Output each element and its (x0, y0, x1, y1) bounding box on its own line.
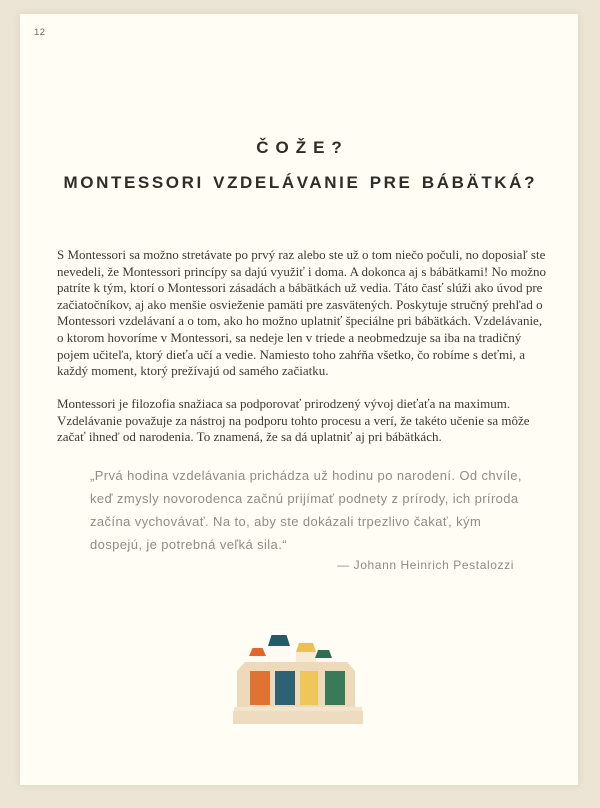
crate-of-bottles-illustration (233, 634, 363, 726)
quote-text: „Prvá hodina vzdelávania prichádza už hodinu po narodení. Od chvíle, keď zmysly novorodenca začnú prijímať podnety z prírody, ich príroda začína vychovávať. Na to, aby ste dokázali trpezlivo čakať, kým dospejú, je potrebná veľká sila.“ (90, 468, 522, 552)
crate-base-lip (234, 707, 362, 711)
chapter-title (20, 138, 578, 193)
body-paragraph-1: S Montessori sa možno stretávate po prvý raz alebo ste už o tom niečo počuli, no doposiaľ ste nevedeli, že Montessori princípy sa dajú využiť i doma. A dokonca aj s bábätkami! No možno patríte k tým, ktorí o Montessori zásadách a bábätkách už vedia. Táto časť slúži ako úvod pre začiatočníkov, aj ako menšie osvieženie pamäti pre zasvätených. Poskytuje stručný prehľad o Montessori vzdelávaní a o tom, ako ho možno uplatniť špeciálne pri bábätkách. Vzdelávanie, o ktorom hovoríme v Montessori, sa nedeje len v triede a neobmedzuje sa iba na tradičný pojem učiteľa, ktorý dieťa učí a vedie. Namiesto toho zahŕňa všetko, čo robíme s deťmi, a každý moment, ktorý prežívajú od samého začiatku. (57, 247, 546, 379)
chapter-title-line1: ČOŽE? (256, 138, 349, 157)
crate-base (233, 711, 363, 724)
chapter-title-line2: MONTESSORI VZDELÁVANIE PRE BÁBÄTKÁ? (63, 173, 538, 192)
crate-window-teal (275, 671, 295, 705)
crate-window-green (325, 671, 345, 705)
page-number: 12 (34, 27, 46, 38)
bottle-cap-yellow-icon (296, 643, 316, 652)
bottle-cap-green-icon (315, 650, 332, 658)
crate-window-yellow (300, 671, 318, 705)
crate-window-orange (250, 671, 270, 705)
bottle-cap-teal-icon (268, 635, 290, 646)
body-paragraph-2: Montessori je filozofia snažiaca sa podporovať prirodzený vývoj dieťaťa na maximum. Vzdelávanie považuje za nástroj na podporu tohto procesu a verí, že takéto učenie sa môže začať ihneď od narodenia. To znamená, že sa dá uplatniť aj pri bábätkách. (57, 396, 530, 445)
bottle-cap-orange-icon (249, 648, 266, 656)
book-page (20, 14, 578, 785)
quote-attribution: — Johann Heinrich Pestalozzi (337, 558, 514, 572)
